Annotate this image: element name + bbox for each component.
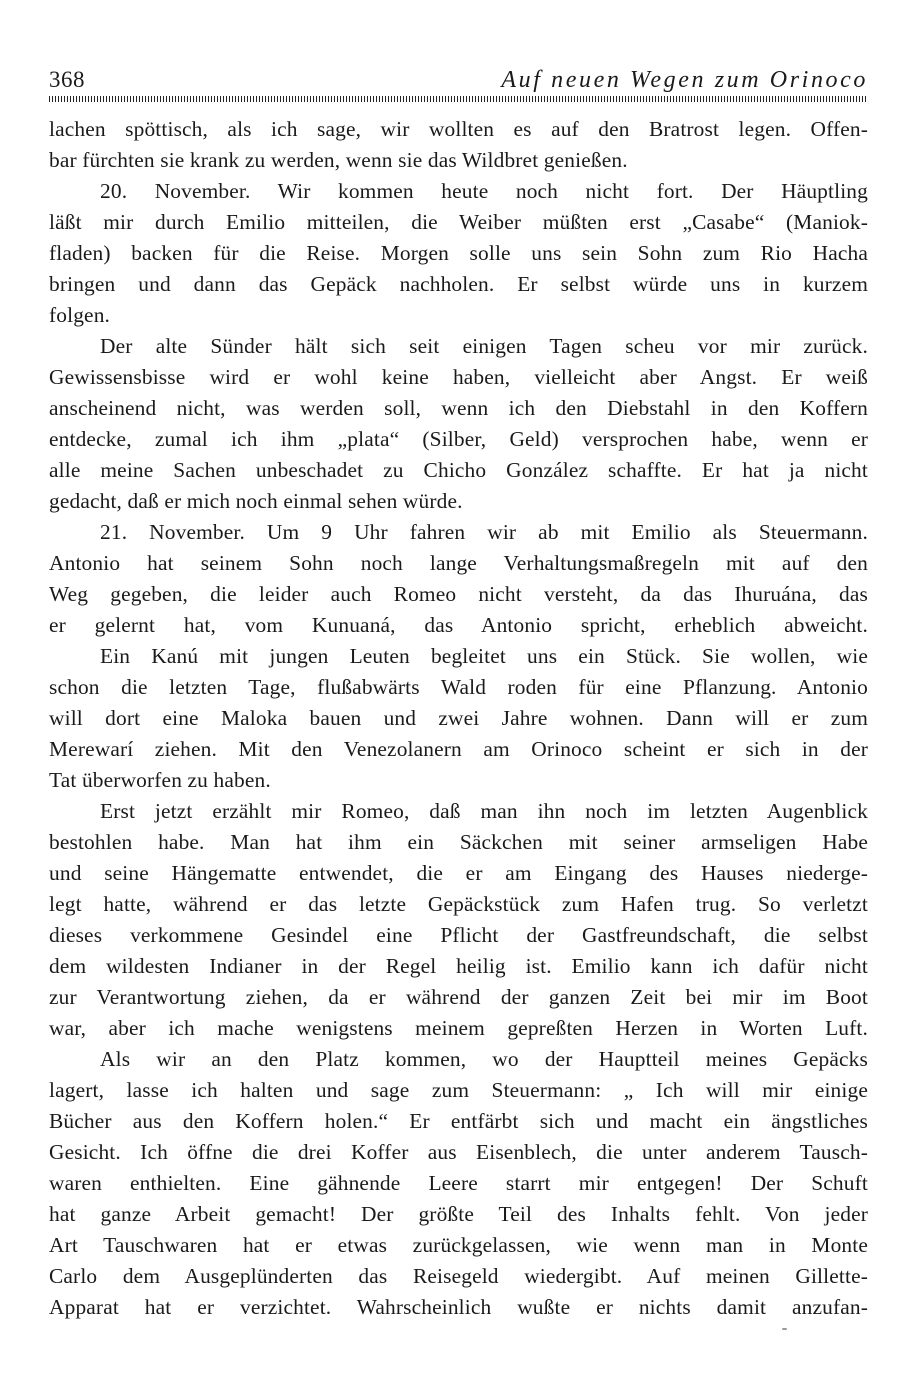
text-line: dieses verkommene Gesindel eine Pflicht der Gastfreundschaft, die selbst [49,923,868,947]
running-title: Auf neuen Wegen zum Orinoco [501,67,868,93]
text-line: 20. November. Wir kommen heute noch nicht fort. Der Häuptling [100,179,868,203]
text-line: folgen. [49,303,111,327]
text-line: Gewissensbisse wird er wohl keine haben, vielleicht aber Angst. Er weiß [49,365,868,389]
text-line: läßt mir durch Emilio mitteilen, die Weiber müßten erst „Casabe“ (Maniok- [49,210,868,234]
text-line: Der alte Sünder hält sich seit einigen Tagen scheu vor mir zurück. [100,334,868,358]
text-line: legt hatte, während er das letzte Gepäckstück zum Hafen trug. So verletzt [49,892,868,916]
text-line: schon die letzten Tage, flußabwärts Wald roden für eine Pflanzung. Antonio [49,675,868,699]
text-line: Art Tauschwaren hat er etwas zurückgelassen, wie wenn man in Monte [49,1233,868,1257]
text-line: hat ganze Arbeit gemacht! Der größte Teil des Inhalts fehlt. Von jeder [49,1202,868,1226]
text-line: bringen und dann das Gepäck nachholen. Er selbst würde uns in kurzem [49,272,868,296]
text-line: war, aber ich mache wenigstens meinem gepreßten Herzen in Worten Luft. [49,1016,868,1040]
text-line: er gelernt hat, vom Kunuaná, das Antonio spricht, erheblich abweicht. [49,613,868,637]
text-line: gedacht, daß er mich noch einmal sehen würde. [49,489,463,513]
text-line: Erst jetzt erzählt mir Romeo, daß man ihn noch im letzten Augenblick [100,799,868,823]
text-line: lachen spöttisch, als ich sage, wir wollten es auf den Bratrost legen. Offen- [49,117,868,141]
text-line: Apparat hat er verzichtet. Wahrscheinlich wußte er nichts damit anzufan- [49,1295,868,1319]
text-line: lagert, lasse ich halten und sage zum Steuermann: „ Ich will mir einige [49,1078,868,1102]
text-line: waren enthielten. Eine gähnende Leere starrt mir entgegen! Der Schuft [49,1171,868,1195]
text-line: 21. November. Um 9 Uhr fahren wir ab mit Emilio als Steuermann. [100,520,868,544]
text-line: Carlo dem Ausgeplünderten das Reisegeld wiedergibt. Auf meinen Gillette- [49,1264,868,1288]
text-line: entdecke, zumal ich ihm „plata“ (Silber, Geld) versprochen habe, wenn er [49,427,868,451]
text-line: anscheinend nicht, was werden soll, wenn ich den Diebstahl in den Koffern [49,396,868,420]
text-line: Tat überworfen zu haben. [49,768,271,792]
text-line: bestohlen habe. Man hat ihm ein Säckchen mit seiner armseligen Habe [49,830,868,854]
text-line: Ein Kanú mit jungen Leuten begleitet uns ein Stück. Sie wollen, wie [100,644,868,668]
text-line: fladen) backen für die Reise. Morgen solle uns sein Sohn zum Rio Hacha [49,241,868,265]
running-head [49,66,868,94]
text-line: Als wir an den Platz kommen, wo der Hauptteil meines Gepäcks [100,1047,868,1071]
text-line: will dort eine Maloka bauen und zwei Jahre wohnen. Dann will er zum [49,706,868,730]
text-line: Merewarí ziehen. Mit den Venezolanern am Orinoco scheint er sich in der [49,737,868,761]
text-line: Antonio hat seinem Sohn noch lange Verhaltungsmaßregeln mit auf den [49,551,868,575]
text-line: dem wildesten Indianer in der Regel heilig ist. Emilio kann ich dafür nicht [49,954,868,978]
text-line: Weg gegeben, die leider auch Romeo nicht versteht, da das Ihuruána, das [49,582,868,606]
page-number: 368 [49,67,85,92]
text-line: alle meine Sachen unbeschadet zu Chicho González schaffte. Er hat ja nicht [49,458,868,482]
scan-speck [782,1328,787,1330]
text-line: bar fürchten sie krank zu werden, wenn sie das Wildbret genießen. [49,148,628,172]
text-line: Gesicht. Ich öffne die drei Koffer aus Eisenblech, die unter anderem Tausch- [49,1140,868,1164]
body-text [49,114,868,1323]
header-rule [49,96,868,102]
book-page [49,66,868,1323]
text-line: zur Verantwortung ziehen, da er während der ganzen Zeit bei mir im Boot [49,985,868,1009]
text-line: und seine Hängematte entwendet, die er am Eingang des Hauses niederge- [49,861,868,885]
text-line: Bücher aus den Koffern holen.“ Er entfärbt sich und macht ein ängstliches [49,1109,868,1133]
